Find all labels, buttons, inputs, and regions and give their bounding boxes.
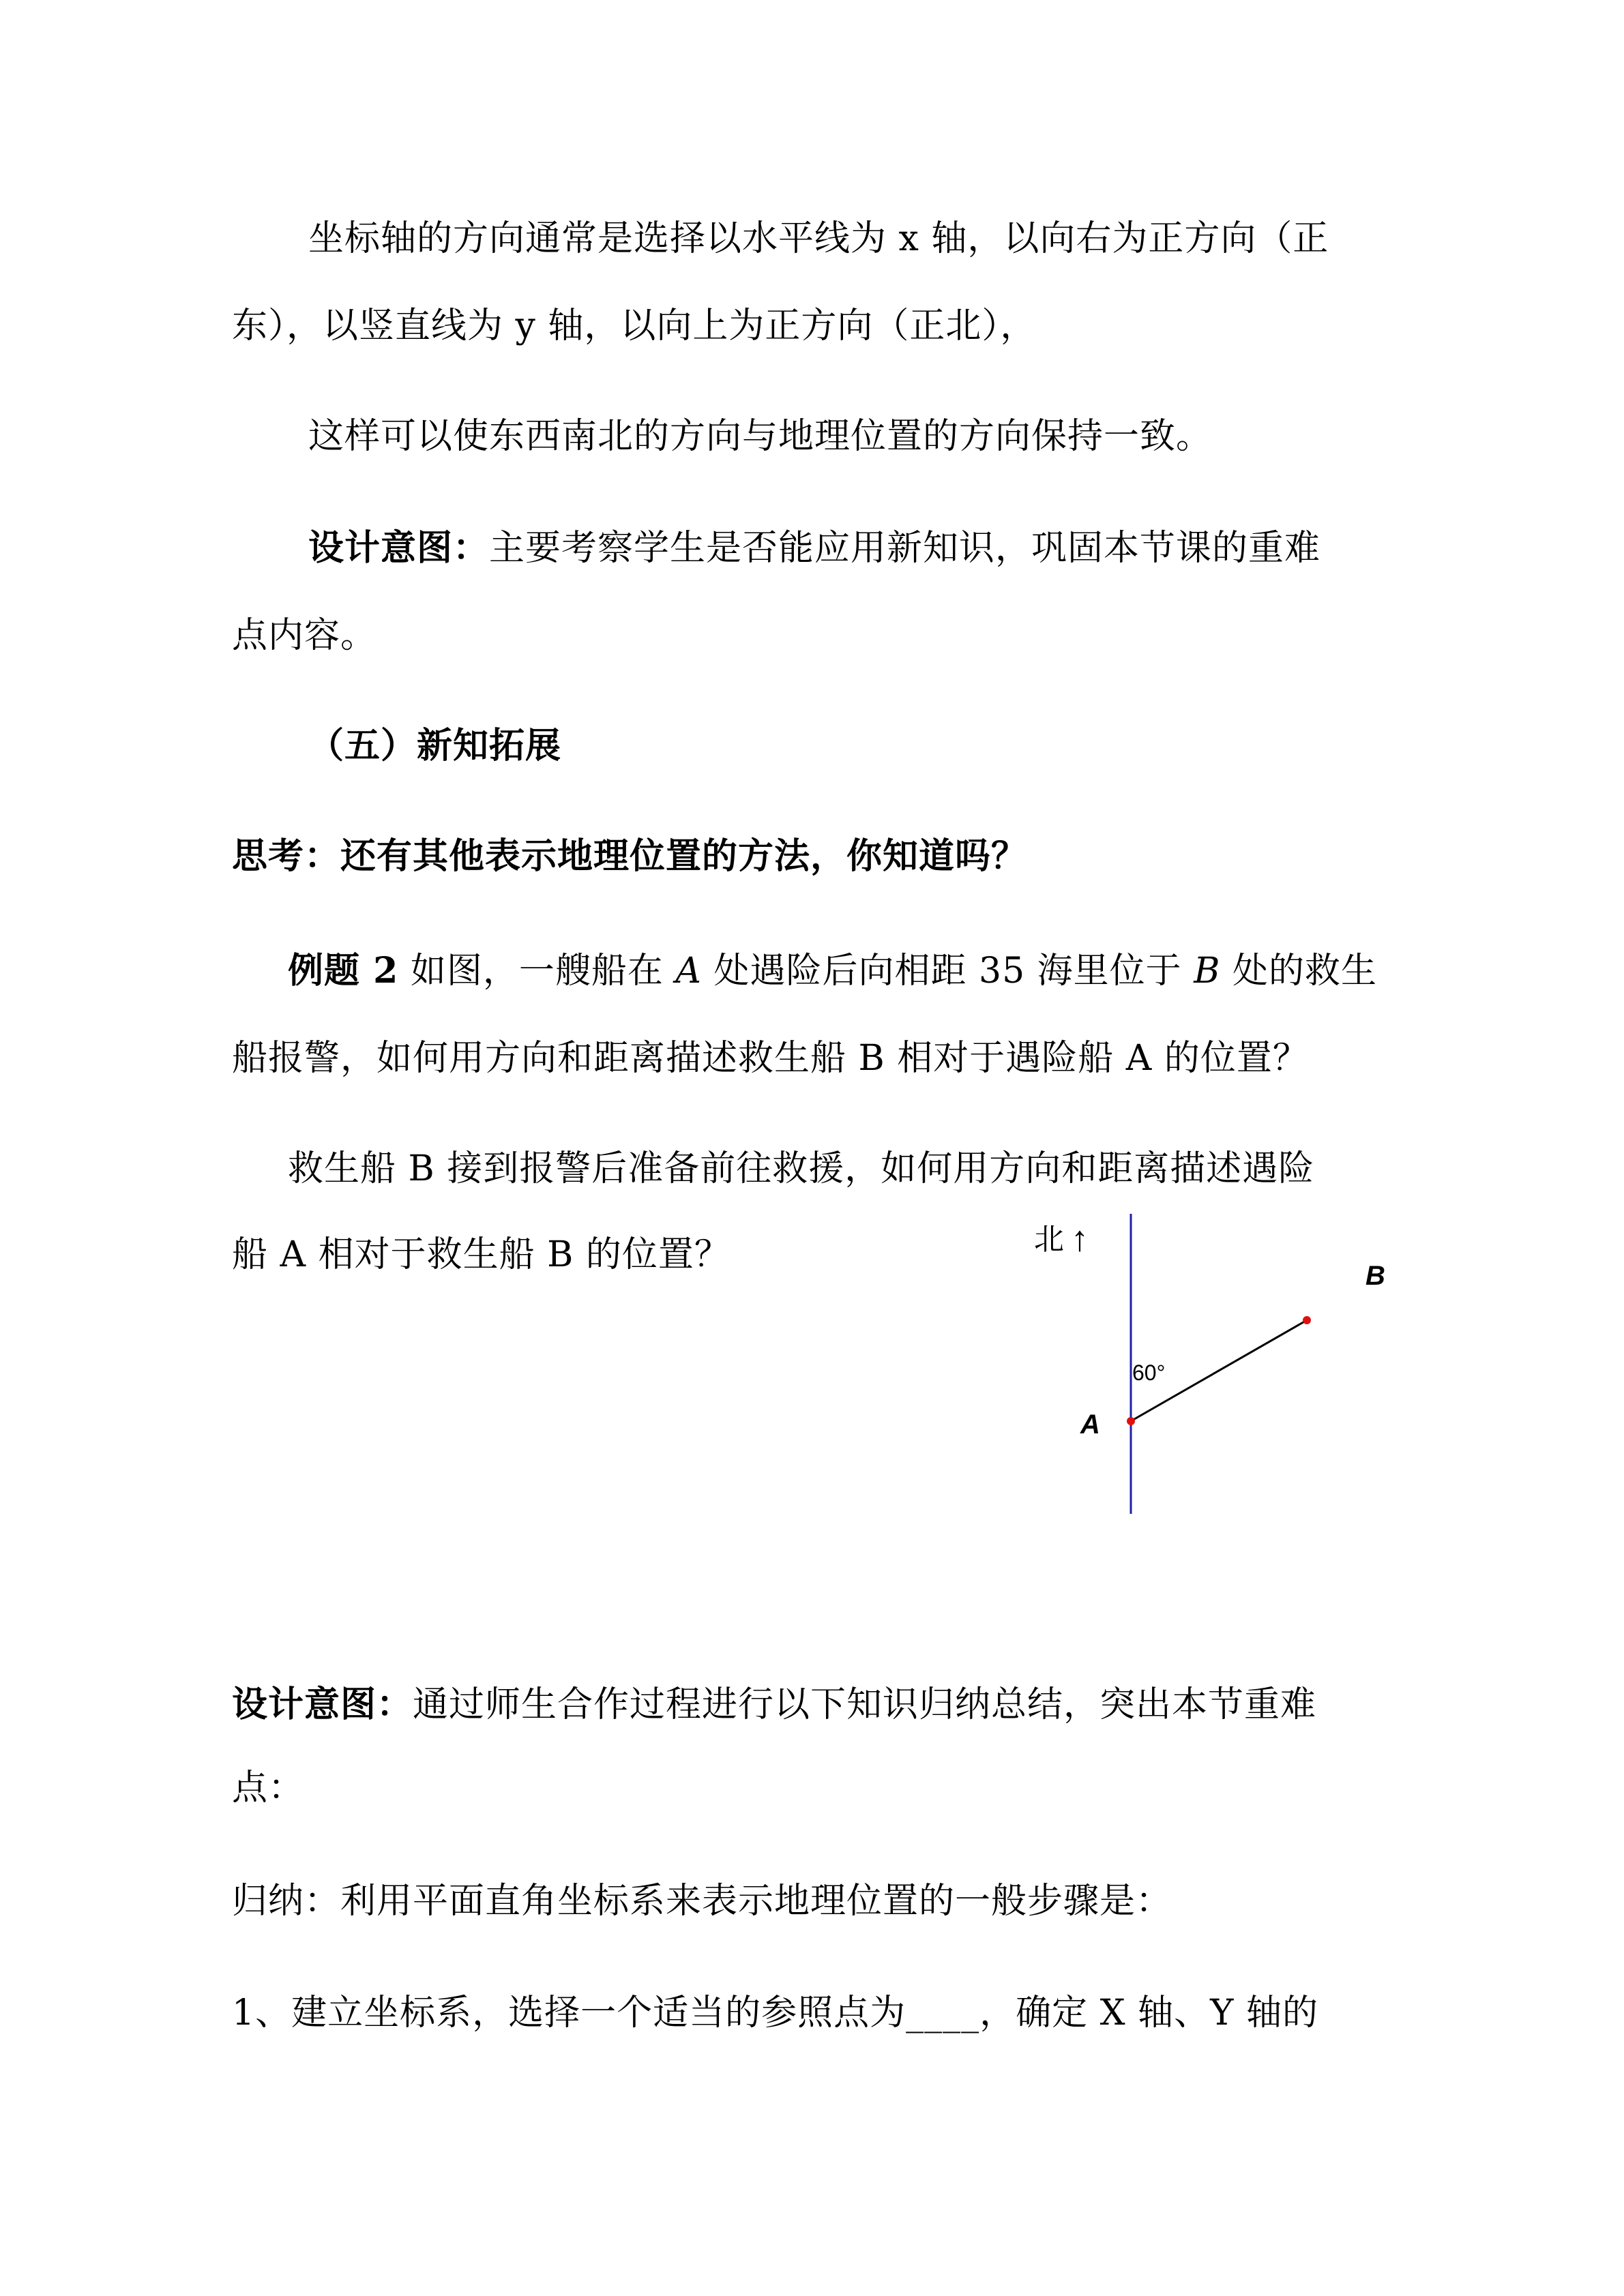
point-b-marker [1303, 1316, 1311, 1324]
point-a-marker [1127, 1417, 1135, 1425]
example-text: 处的救生 [1220, 951, 1377, 992]
north-label: 北 [1034, 1223, 1064, 1256]
think-question: 思考：还有其他表示地理位置的方法，你知道吗？ [232, 835, 1028, 877]
design-intent-text: 通过师生合作过程进行以下知识归纳总结，突出本节重难 [413, 1684, 1317, 1725]
design-intent-label: 设计意图： [308, 527, 490, 569]
example-label: 例题 2 [288, 950, 399, 992]
example-point-a: A [675, 951, 702, 992]
design-intent-label: 设计意图： [232, 1684, 413, 1725]
text-line: 点： [232, 1768, 305, 1808]
section-heading: （五）新知拓展 [308, 725, 562, 766]
step-1: 1、建立坐标系，选择一个适当的参照点为____，确定 X 轴、Y 轴的 [232, 1993, 1319, 2033]
summary-line: 归纳：利用平面直角坐标系来表示地理位置的一般步骤是： [232, 1881, 1172, 1922]
point-b-label: B [1365, 1261, 1385, 1291]
text-line: 坐标轴的方向通常是选择以水平线为 x 轴，以向右为正方向（正 [308, 218, 1329, 259]
text-line: 东），以竖直线为 y 轴，以向上为正方向（正北）， [232, 305, 1037, 346]
north-arrow-icon: ↑ [1071, 1219, 1089, 1259]
text-line: 救生船 B 接到报警后准备前往救援，如何用方向和距离描述遇险 [288, 1148, 1315, 1189]
direction-diagram [1009, 1200, 1419, 1527]
paragraph-consistency: 这样可以使东西南北的方向与地理位置的方向保持一致。 [308, 416, 1213, 457]
point-a-label: A [1080, 1410, 1100, 1440]
angle-label: 60° [1132, 1360, 1166, 1385]
example-text: 处遇险后向相距 35 海里位于 [701, 951, 1194, 992]
example-text: 如图，一艘船在 [410, 951, 676, 992]
text-line: 点内容。 [232, 615, 377, 656]
text-line: 船 A 相对于救生船 B 的位置？ [232, 1234, 730, 1275]
design-intent-text: 主要考察学生是否能应用新知识，巩固本节课的重难 [489, 528, 1321, 569]
example-point-b: B [1194, 951, 1221, 992]
text-line: 船报警，如何用方向和距离描述救生船 B 相对于遇险船 A 的位置？ [232, 1038, 1309, 1079]
